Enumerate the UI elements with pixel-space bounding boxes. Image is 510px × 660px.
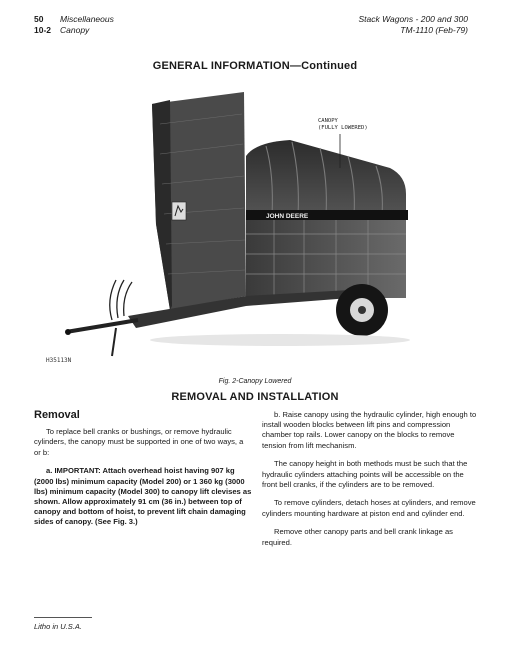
left-column [34,410,252,536]
remove-cylinders-paragraph: To remove cylinders, detach hoses at cylinders, and remove cylinders mounting hardware at piston end and cylinder end. [262,498,476,518]
removal-paragraph-b: b. Raise canopy using the hydraulic cylinder, high enough to install wooden blocks between lift pins and compression chamber top rails. Lower canopy on the blocks to remove tension from lift mechanism. [262,410,477,450]
callout-line2: (FULLY LOWERED) [318,125,368,131]
removal-heading: Removal [34,409,80,421]
removal-installation-title: REMOVAL AND INSTALLATION [171,391,339,403]
footer-rule [34,617,92,618]
section-title: Miscellaneous [60,14,114,24]
canopy-height-paragraph: The canopy height in both methods must be such that the hydraulic cylinders attaching points will be accessible on the front bell cranks, if the cylinders are to be removed. [262,459,468,489]
canopy-callout [318,118,368,132]
section-number: 10-2 [34,25,52,35]
callout-line1: CANOPY [318,118,338,124]
doc-title: Stack Wagons - 200 and 300 [358,14,468,24]
footer-text: Litho in U.S.A. [34,622,82,631]
figure-code: H35113N [46,357,72,364]
brand-label: JOHN DEERE [266,213,309,220]
header-right [359,14,468,36]
callout-leader-line [330,134,350,170]
subsection-title: Canopy [60,25,90,35]
removal-paragraph-intro: To replace bell cranks or bushings, or remove hydraulic cylinders, the canopy must be supported in one of two ways, a or b: [34,427,244,457]
page-number: 50 [34,14,44,24]
figure-caption: Fig. 2-Canopy Lowered [218,378,292,385]
removal-paragraph-a: a. IMPORTANT: Attach overhead hoist having 907 kg (2000 lbs) minimum capacity (Model 200) or 1 360 kg (3000 lbs) minimum capacity (Model 300) to canopy lift clevises as shown. Allow approximately 91 cm (36 in.) between top of canopy and bottom of hoist, to prevent lift chain damaging sides of canopy. (See Fig. 3.) [34,466,252,527]
general-info-title: GENERAL INFORMATION—Continued [152,60,358,72]
remove-other-parts-paragraph: Remove other canopy parts and bell crank linkage as required. [262,527,453,547]
header-left [34,14,114,36]
manual-code: TM-1110 (Feb-79) [400,25,468,35]
right-column [262,410,478,556]
